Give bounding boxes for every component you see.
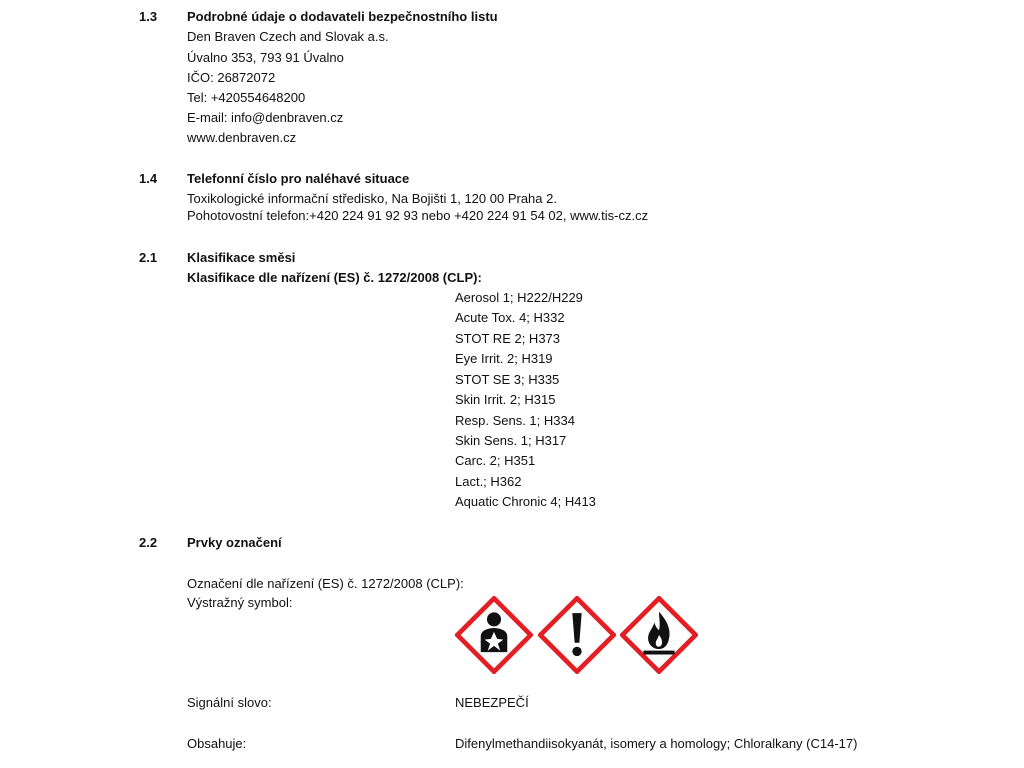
classification-item: Carc. 2; H351: [455, 453, 536, 468]
classification-item: Aquatic Chronic 4; H413: [455, 494, 596, 509]
section-title: Podrobné údaje o dodavateli bezpečnostního listu: [187, 9, 498, 24]
contains-label: Obsahuje:: [187, 736, 247, 751]
symbol-label: Výstražný symbol:: [187, 595, 293, 610]
section-subtitle: Klasifikace dle nařízení (ES) č. 1272/2008 (CLP):: [187, 270, 482, 285]
classification-item: Aerosol 1; H222/H229: [455, 290, 583, 305]
classification-item: STOT SE 3; H335: [455, 372, 560, 387]
emergency-phone: Pohotovostní telefon:+420 224 91 92 93 nebo +420 224 91 54 02, www.tis-cz.cz: [187, 208, 649, 223]
health-hazard-icon: [455, 596, 533, 674]
signal-word-label: Signální slovo:: [187, 695, 272, 710]
classification-item: Lact.; H362: [455, 474, 522, 489]
exclamation-icon: [538, 596, 616, 674]
section-number: 2.1: [139, 250, 158, 265]
supplier-email: E-mail: info@denbraven.cz: [187, 110, 344, 125]
section-title: Klasifikace směsi: [187, 250, 296, 265]
supplier-name: Den Braven Czech and Slovak a.s.: [187, 29, 389, 44]
section-title: Prvky označení: [187, 535, 282, 550]
supplier-ico: IČO: 26872072: [187, 70, 276, 85]
classification-item: Skin Irrit. 2; H315: [455, 392, 556, 407]
supplier-web: www.denbraven.cz: [187, 130, 297, 145]
section-title: Telefonní číslo pro naléhavé situace: [187, 171, 410, 186]
classification-item: Acute Tox. 4; H332: [455, 310, 565, 325]
supplier-address: Úvalno 353, 793 91 Úvalno: [187, 50, 344, 65]
section-number: 1.4: [139, 171, 158, 186]
classification-item: Eye Irrit. 2; H319: [455, 351, 553, 366]
classification-item: Skin Sens. 1; H317: [455, 433, 567, 448]
emergency-center: Toxikologické informační středisko, Na Bojišti 1, 120 00 Praha 2.: [187, 191, 557, 206]
supplier-phone: Tel: +420554648200: [187, 90, 306, 105]
contains-value: Difenylmethandiisokyanát, isomery a homology; Chloralkany (C14-17): [455, 736, 858, 751]
section-number: 1.3: [139, 9, 158, 24]
classification-item: STOT RE 2; H373: [455, 331, 561, 346]
section-number: 2.2: [139, 535, 158, 550]
signal-word-value: NEBEZPEČÍ: [455, 695, 529, 710]
labeling-regulation: Označení dle nařízení (ES) č. 1272/2008 (CLP):: [187, 576, 464, 591]
classification-item: Resp. Sens. 1; H334: [455, 413, 575, 428]
flame-icon: [620, 596, 698, 674]
